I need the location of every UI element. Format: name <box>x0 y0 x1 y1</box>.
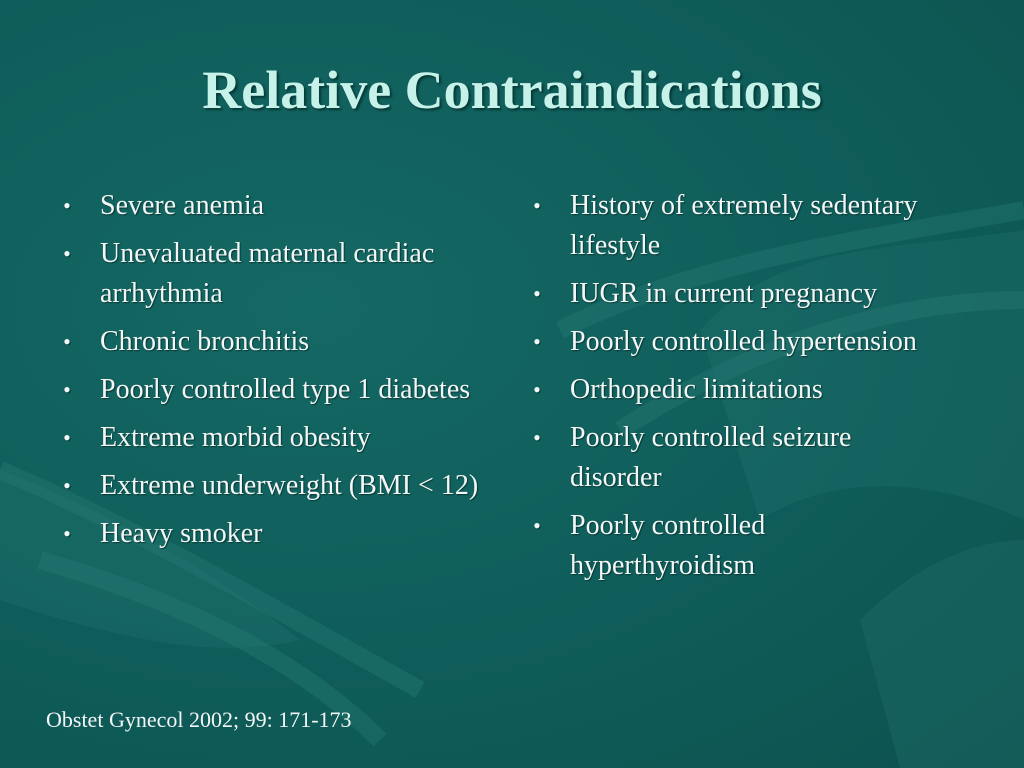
list-item <box>58 322 503 362</box>
bullet-icon: • <box>63 425 71 450</box>
list-item <box>528 274 948 314</box>
list-item-text: Extreme underweight (BMI < 12) <box>100 470 479 501</box>
list-item-text: Severe anemia <box>100 190 265 221</box>
citation-text: Obstet Gynecol 2002; 99: 171-173 <box>46 707 352 732</box>
bullet-icon: • <box>533 513 541 538</box>
list-item-text: Unevaluated maternal cardiac arrhythmia <box>100 238 435 309</box>
list-item-text: Orthopedic limitations <box>570 374 823 405</box>
left-bullet-list <box>58 186 503 562</box>
list-item-text: Extreme morbid obesity <box>100 422 371 453</box>
list-item <box>58 234 503 314</box>
list-item <box>528 370 948 410</box>
list-item <box>58 466 503 506</box>
bullet-icon: • <box>63 241 71 266</box>
bullet-icon: • <box>63 521 71 546</box>
list-item <box>58 186 503 226</box>
list-item-text: Poorly controlled type 1 diabetes <box>100 374 471 405</box>
bullet-icon: • <box>63 377 71 402</box>
bullet-icon: • <box>533 281 541 306</box>
list-item <box>528 506 948 586</box>
list-item-text: History of extremely sedentary lifestyle <box>570 190 918 261</box>
bullet-icon: • <box>533 329 541 354</box>
list-item <box>58 514 503 554</box>
list-item-text: Poorly controlled hypertension <box>570 326 917 357</box>
list-item-text: Chronic bronchitis <box>100 326 310 357</box>
list-item <box>528 322 948 362</box>
list-item-text: Poorly controlled hyperthyroidism <box>570 510 766 581</box>
bullet-icon: • <box>533 193 541 218</box>
right-bullet-list <box>528 186 948 594</box>
list-item <box>58 418 503 458</box>
list-item <box>528 418 948 498</box>
bullet-icon: • <box>533 425 541 450</box>
list-item-text: IUGR in current pregnancy <box>570 278 878 309</box>
bullet-icon: • <box>63 193 71 218</box>
list-item-text: Poorly controlled seizure disorder <box>570 422 852 493</box>
list-item <box>58 370 503 410</box>
bullet-icon: • <box>533 377 541 402</box>
bullet-icon: • <box>63 473 71 498</box>
list-item <box>528 186 948 266</box>
bullet-icon: • <box>63 329 71 354</box>
slide-title: Relative Contraindications <box>202 60 822 120</box>
list-item-text: Heavy smoker <box>100 518 263 549</box>
